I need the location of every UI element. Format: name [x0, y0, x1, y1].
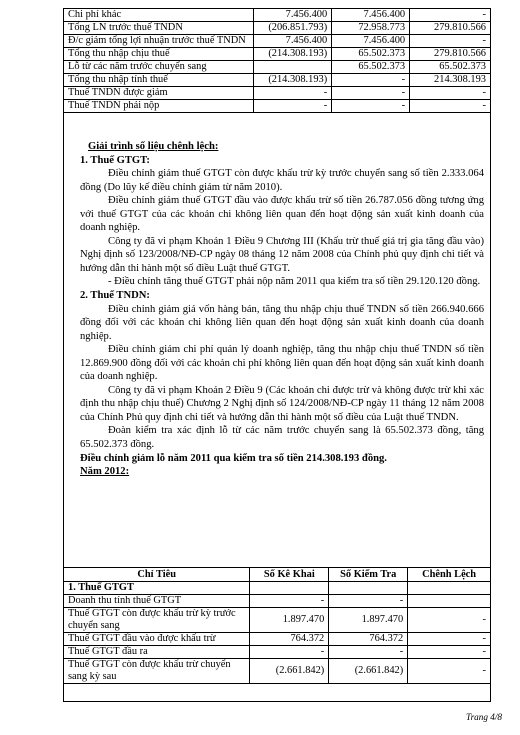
- checked-value: -: [332, 100, 410, 113]
- income-table: [63, 8, 491, 113]
- checked-value: -: [329, 595, 408, 608]
- declared-value: (214.308.193): [254, 74, 332, 87]
- declared-value: -: [254, 87, 332, 100]
- section-row: [64, 582, 491, 595]
- table-row: [64, 22, 491, 35]
- checked-value: 7.456.400: [332, 35, 410, 48]
- row-label: Thuế TNDN phải nộp: [64, 100, 254, 113]
- checked-value: 7.456.400: [332, 9, 410, 22]
- row-label: Thuế TNDN được giảm: [64, 87, 254, 100]
- declared-value: (214.308.193): [254, 48, 332, 61]
- declared-value: 7.456.400: [254, 35, 332, 48]
- gtgt-heading: 1. Thuế GTGT:: [80, 154, 150, 166]
- gtgt-paragraph-2: Điều chỉnh giảm thuế GTGT đầu vào được khấu trừ số tiền 26.787.056 đồng tương ứng với thuế GTGT của các khoản chi không liên quan đến hoạt động sản xuất kinh doanh của doanh nghiệp.: [80, 195, 484, 234]
- row-label: Tổng thu nhập tính thuế: [64, 74, 254, 87]
- table-row: [64, 9, 491, 22]
- section-title: Giải trình số liệu chênh lệch:: [88, 141, 219, 152]
- difference-value: -: [410, 35, 491, 48]
- declared-value: 1.897.470: [250, 608, 329, 633]
- col-header-declared: Số Kê Khai: [250, 568, 329, 582]
- checked-value: 65.502.373: [332, 48, 410, 61]
- table-row: [64, 595, 491, 608]
- header-row: [64, 568, 491, 582]
- tndn-paragraph-2: Điều chỉnh giảm chi phí quản lý doanh nghiệp, tăng thu nhập chịu thuế TNDN số tiền 12.869.900 đồng đối với các khoản chi phí không liên quan đến hoạt động sản xuất kinh doanh của doanh nghiệp.: [80, 344, 484, 383]
- table-row: [64, 659, 491, 684]
- row-label: Lỗ từ các năm trước chuyển sang: [64, 61, 254, 74]
- gtgt-paragraph-3: Công ty đã vi phạm Khoản 1 Điều 9 Chương III (Khấu trừ thuế giá trị gia tăng đầu vào) Nghị định số 123/2008/NĐ-CP ngày 08 tháng 12 năm 2008 của Chính phủ quy định chi tiết và hướng dẫn thi hành một số điều Luật thuế GTGT.: [80, 235, 484, 274]
- row-label: Doanh thu tính thuế GTGT: [64, 595, 250, 608]
- table-row: [64, 646, 491, 659]
- difference-value: -: [408, 659, 491, 684]
- difference-value: -: [410, 87, 491, 100]
- row-label: Thuế GTGT còn được khấu trừ kỳ trước chuyển sang: [64, 608, 250, 633]
- checked-value: 764.372: [329, 633, 408, 646]
- difference-value: -: [408, 646, 491, 659]
- table-row: [64, 61, 491, 74]
- row-label: Tổng LN trước thuế TNDN: [64, 22, 254, 35]
- checked-value: (2.661.842): [329, 659, 408, 684]
- section-label: 1. Thuế GTGT: [64, 582, 250, 595]
- tndn-paragraph-4: Đoàn kiểm tra xác định lỗ từ các năm trước chuyển sang là 65.502.373 đồng, tăng 65.502.373 đồng.: [80, 425, 484, 451]
- row-label: Thuế GTGT đầu ra: [64, 646, 250, 659]
- row-label: Chi phí khác: [64, 9, 254, 22]
- declared-value: -: [250, 646, 329, 659]
- difference-value: -: [408, 608, 491, 633]
- checked-value: -: [332, 87, 410, 100]
- checked-value: 1.897.470: [329, 608, 408, 633]
- empty-cell: [408, 582, 491, 595]
- gtgt-paragraph-4: - Điều chỉnh tăng thuế GTGT phải nộp năm 2011 qua kiểm tra số tiền 29.120.120 đồng.: [108, 276, 481, 288]
- difference-value: 214.308.193: [410, 74, 491, 87]
- year-heading: Năm 2012:: [80, 466, 130, 478]
- checked-value: -: [332, 74, 410, 87]
- col-header-checked: Số Kiểm Tra: [329, 568, 408, 582]
- table-row: [64, 74, 491, 87]
- difference-value: 279.810.566: [410, 48, 491, 61]
- tndn-conclusion: Điều chỉnh giảm lỗ năm 2011 qua kiểm tra số tiền 214.308.193 đồng.: [80, 452, 387, 464]
- difference-value: 279.810.566: [410, 22, 491, 35]
- checked-value: 65.502.373: [332, 61, 410, 74]
- declared-value: (206.851.793): [254, 22, 332, 35]
- year-2012-table: [63, 567, 491, 684]
- empty-cell: [329, 582, 408, 595]
- difference-value: -: [410, 100, 491, 113]
- row-label: Thuế GTGT còn được khấu trừ chuyển sang kỳ sau: [64, 659, 250, 684]
- declared-value: [254, 61, 332, 74]
- declared-value: -: [254, 100, 332, 113]
- declared-value: 764.372: [250, 633, 329, 646]
- declared-value: 7.456.400: [254, 9, 332, 22]
- row-label: Đ/c giảm tổng lợi nhuận trước thuế TNDN: [64, 35, 254, 48]
- table-row: [64, 48, 491, 61]
- table-row: [64, 633, 491, 646]
- table-row: [64, 100, 491, 113]
- difference-value: -: [410, 9, 491, 22]
- difference-value: [408, 595, 491, 608]
- explanation-section: [80, 140, 484, 479]
- tndn-heading: 2. Thuế TNDN:: [80, 290, 150, 302]
- table-row: [64, 35, 491, 48]
- row-label: Thuế GTGT đầu vào được khấu trừ: [64, 633, 250, 646]
- page-number: Trang 4/8: [466, 712, 502, 722]
- col-header-indicator: Chỉ Tiêu: [64, 568, 250, 582]
- difference-value: -: [408, 633, 491, 646]
- checked-value: -: [329, 646, 408, 659]
- tndn-paragraph-1: Điều chỉnh giảm giá vốn hàng bán, tăng thu nhập chịu thuế TNDN số tiền 266.940.666 đồng đối với các khoản chi không liên quan đến hoạt động sản xuất kinh doanh của doanh nghiệp.: [80, 303, 484, 342]
- empty-cell: [250, 582, 329, 595]
- tndn-paragraph-3: Công ty đã vi phạm Khoản 2 Điều 9 (Các khoản chi được trừ và không được trừ khi xác định thu nhập chịu thuế) Chương 2 Nghị định số 124/2008/NĐ-CP ngày 11 tháng 12 năm 2008 của Chính Phủ quy định chi tiết và hướng dẫn thi hành một số điều của Luật thuế TNDN.: [80, 384, 484, 423]
- difference-value: 65.502.373: [410, 61, 491, 74]
- table-row: [64, 87, 491, 100]
- row-label: Tổng thu nhập chịu thuế: [64, 48, 254, 61]
- table-row: [64, 608, 491, 633]
- col-header-difference: Chênh Lệch: [408, 568, 491, 582]
- checked-value: 72.958.773: [332, 22, 410, 35]
- gtgt-paragraph-1: Điều chỉnh giảm thuế GTGT còn được khấu trừ kỳ trước chuyển sang số tiền 2.333.064 đồng (Do lũy kế điều chỉnh giảm từ năm 2010).: [80, 168, 484, 193]
- declared-value: -: [250, 595, 329, 608]
- declared-value: (2.661.842): [250, 659, 329, 684]
